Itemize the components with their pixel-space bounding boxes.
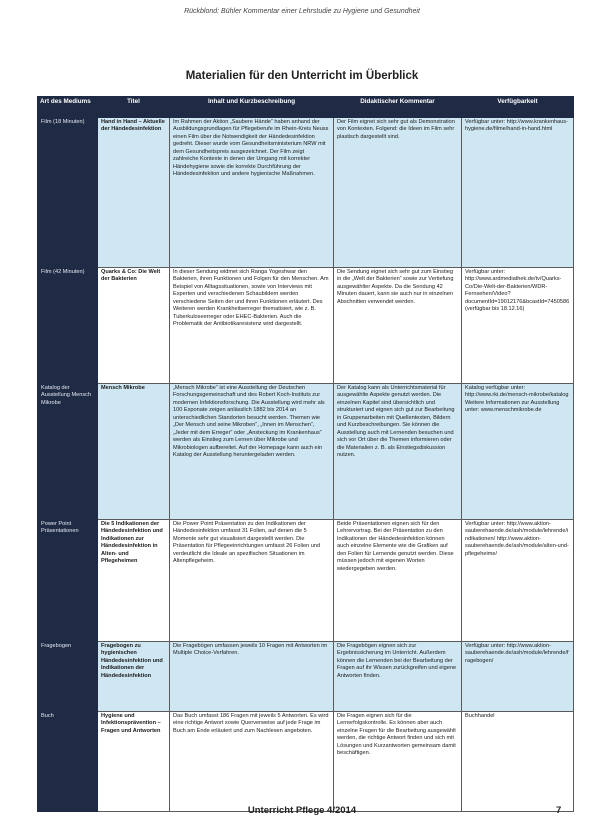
cell-titel: Fragebogen zu hygienischen Händedesinfektion und Indikationen der Händedesinfektion [98, 642, 170, 712]
table-row [38, 520, 574, 642]
table-row [38, 642, 574, 712]
cell-art: Buch [38, 712, 98, 812]
cell-art: Power Point Präsentationen [38, 520, 98, 642]
table-row [38, 712, 574, 812]
cell-titel: Die 5 Indikationen der Händedesinfektion und Indikationen zur Händedesinfektion in Alten- und Pflegeheimen [98, 520, 170, 642]
running-head: Rückblond: Bühler Kommentar einer Lehrstudie zu Hygiene und Gesundheit [184, 8, 420, 15]
header-art-des-mediums: Art des Mediums [38, 97, 98, 118]
cell-art: Katalog der Ausstellung Mensch Mikrobe [38, 384, 98, 520]
header-kommentar: Didaktischer Kommentar [334, 97, 462, 118]
table-row [38, 118, 574, 268]
cell-inhalt: Das Buch umfasst 186 Fragen mit jeweils 5 Antworten. Es wird eine richtige Antwort sowie Querverweise auf jede Frage im Buch am Ende erläutert und zum Nachlesen angeboten. [170, 712, 334, 812]
cell-verfuegbarkeit: Katalog verfügbar unter: http://www.rki.de/mensch-mikrobe/katalog Weitere Informationen zur Ausstellung unter: www.menschmikrobe.de [462, 384, 574, 520]
page-title: Materialien für den Unterricht im Überblick [185, 70, 419, 82]
cell-titel: Quarks & Co: Die Welt der Bakterien [98, 268, 170, 384]
cell-art: Film (18 Minuten) [38, 118, 98, 268]
cell-verfuegbarkeit: Verfügbar unter: http://www.aktion-sauberehaende.de/ash/module/lehrende/fragebogen/ [462, 642, 574, 712]
cell-kommentar: Die Sendung eignet sich sehr gut zum Einstieg in die „Welt der Bakterien“ sowie zur Vertiefung ausgewählter Aspekte. Da die Sendung 42 Minuten dauert, kann sie auch nur in einzelnen Abschnitten verwendet werden. [334, 268, 462, 384]
cell-titel: Hand in Hand – Aktuelle der Händedesinfektion [98, 118, 170, 268]
cell-verfuegbarkeit: Buchhandel [462, 712, 574, 812]
cell-verfuegbarkeit: Verfügbar unter: http://www.aktion-sauberehaende.de/ash/module/lehrende/indikationen/ http://www.aktion-sauberehaende.de/ash/module/alten-und-pflegeheime/ [462, 520, 574, 642]
cell-verfuegbarkeit: Verfügbar unter: http://www.krankenhaus-hygiene.de/filme/hand-in-hand.html [462, 118, 574, 268]
cell-art: Film (42 Minuten) [38, 268, 98, 384]
table-row [38, 384, 574, 520]
cell-kommentar: Die Fragen eignen sich für die Lernerfolgskontrolle. Es können aber auch einzelne Fragen für die Bearbeitung ausgewählt werden, die richtige Antwort finden und sich mit Lösungen und Kurzantworten gemeinsam damit beschäftigen. [334, 712, 462, 812]
cell-kommentar: Der Film eignet sich sehr gut als Demonstration von Kontexten. Folgend: die Ideen im Film sehr plastisch dargestellt sind. [334, 118, 462, 268]
cell-kommentar: Beide Präsentationen eignen sich für den Lehrervortrag. Bei der Präsentation zu den Indikationen der Händedesinfektion können auch einzelne Elemente wie die Grafiken auf den Folien für Lernende genutzt werden. Diese müssen jedoch mit eigenen Worten wiedergegeben werden. [334, 520, 462, 642]
cell-inhalt: Die Fragebögen umfassen jeweils 10 Fragen mit Antworten im Multiple Choice-Verfahren. [170, 642, 334, 712]
cell-art: Fragebogen [38, 642, 98, 712]
header-verfuegbarkeit: Verfügbarkeit [462, 97, 574, 118]
footer-journal-title: Unterricht Pflege 4/2014 [247, 805, 357, 816]
table-row [38, 268, 574, 384]
page-number: 7 [556, 805, 562, 816]
cell-kommentar: Die Fragebögen eignen sich zur Ergebnissicherung im Unterricht. Außerdem können die Lernenden bei der Bearbeitung der Fragen auf ihr Wissen zurückgreifen und eigene Antworten finden. [334, 642, 462, 712]
cell-titel: Hygiene und Infektionsprävention – Fragen und Antworten [98, 712, 170, 812]
header-inhalt: Inhalt und Kurzbeschreibung [170, 97, 334, 118]
cell-inhalt: Im Rahmen der Aktion „Saubere Hände“ haben anhand der Ausbildungsgrundlagen für Pflegeberufe im Rhein-Kreis Neuss einen Film über die Notwendigkeit der Händedesinfektion gedreht. Dieser wurde vom Gesundheitsministerium NRW mit dem Gesundheitspreis ausgezeichnet. Der Film zeigt zahlreiche Kontexte in denen der Umgang mit korrekter Händehygiene sowie die korrekte Durchführung der Händedesinfektion und andere hygienische Maßnahmen. [170, 118, 334, 268]
cell-kommentar: Der Katalog kann als Unterrichtsmaterial für ausgewählte Aspekte genutzt werden. Die einzelnen Kapitel sind übersichtlich und strukturiert und eignen sich gut zur Bearbeitung in Gruppenarbeiten mit Quellentexten, Bildern und Kurzbeschreibungen. Sie können die Ausstellung auch mit Lernenden besuchen und sich vor Ort über die Themen informieren oder die Materialien z. B. als Einstiegsdiskussion nutzen. [334, 384, 462, 520]
cell-inhalt: „Mensch Mikrobe“ ist eine Ausstellung der Deutschen Forschungsgemeinschaft und des Robert Koch-Instituts zur modernen Infektionsforschung. Die Ausstellung wird mehr als 100 Exponate zeigen anlässlich 1882 bis 2014 an unterschiedlichen Standorten besucht werden. Themen wie „Der Mensch und seine Mikroben“, „Innen im Menschen“, „Jeder mit dem Erreger“ oder „Ansteckung im Krankenhaus“ werden als Einstieg zum Lernen über Mikrobe und Mikrobiologen aufbereitet. Auf der Homepage kann auch ein Katalog der Ausstellung heruntergeladen werden. [170, 384, 334, 520]
materials-table [37, 96, 574, 812]
cell-verfuegbarkeit: Verfügbar unter: http://www.ardmediathek.de/tv/Quarks-Co/Die-Welt-der-Bakterien/WDR-Fernsehen/Video?documentId=19012176&bcastId=7450586 (verfügbar bis 18.12.16) [462, 268, 574, 384]
table-header-row [38, 97, 574, 118]
header-titel: Titel [98, 97, 170, 118]
cell-inhalt: Die Power Point Präsentation zu den Indikationen der Händedesinfektion umfasst 31 Folien, auf denen die 5 Momente sehr gut visualisiert dargestellt werden. Die Präsentation für Pflegeeinrichtungen umfasst 26 Folien und verdeutlicht die Ideale an spezifischen Situationen im Altenpflegeheim. [170, 520, 334, 642]
cell-inhalt: In dieser Sendung widmet sich Ranga Yogeshwar den Bakterien, ihren Funktionen und Folgen für den Menschen. Am Beispiel von Alltagssituationen, sowie von Interviews mit Experten und verschiedenen Schaubildern werden verschiedene Seiten der und ihren Funktionen erläutert. Des Weiteren werden Krankheitserreger thematisiert, wie z. B. Tuberkuloseerreger oder EHEC-Bakterien. Auch die Problematik der Antibiotikaresistenz wird dargestellt. [170, 268, 334, 384]
cell-titel: Mensch Mikrobe [98, 384, 170, 520]
